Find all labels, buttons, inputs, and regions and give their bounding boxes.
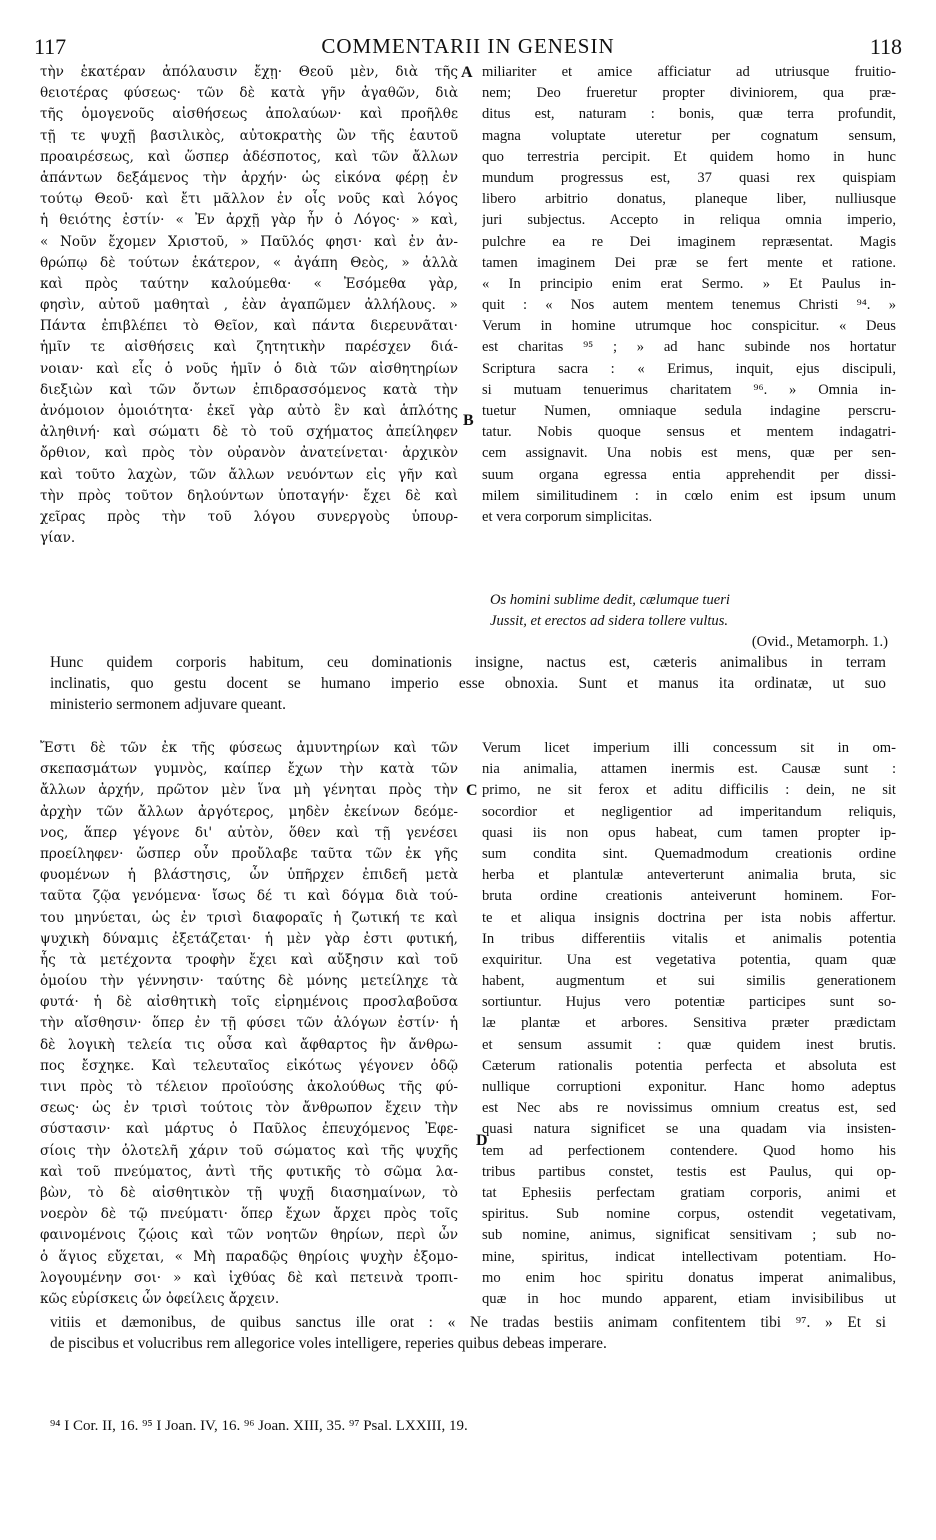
- text-line: mo enim hoc spiritu donatus imperat animalibus,: [482, 1269, 896, 1286]
- text-line: προαιρέσεως, καὶ ὥσπερ ἀδέσποτος, καὶ τῶν ἄλλων: [40, 148, 458, 165]
- margin-mark-c: C: [466, 782, 478, 799]
- text-line: inclinatis, quo gestu docent se humano imperio esse obnoxia. Sunt et manus ita ordinatæ, ut suo: [50, 675, 886, 693]
- text-line: τῇ τε ψυχῇ βασιλικὸς, αὐτοκρατὴς ὢν τῆς ἑαυτοῦ: [40, 127, 458, 144]
- full-width-paragraph-1: [50, 652, 886, 716]
- text-line: quasi iis non opus habeat, cum tamen propter ip-: [482, 824, 896, 841]
- text-line: ἄλλων ἀρχήν, πρῶτον μὲν ἵνα μὴ γένηται πρὸς τὴν: [40, 782, 458, 799]
- text-line: herba et plantulæ anteverterunt animalia bruta, sic: [482, 867, 896, 884]
- text-line: προείληφεν· ὥσπερ οὖν προὔλαβε ταῦτα τῶν ἐκ γῆς: [40, 845, 458, 862]
- text-line: est Nec abs re novissimus omnium creatus est, sed: [482, 1100, 896, 1117]
- text-line: χεῖρας πρὸς τὴν τοῦ λόγου συνεργοὺς ὑπουρ-: [40, 508, 458, 525]
- text-line: sortiuntur. Hujus vero potentiæ participes sunt so-: [482, 994, 896, 1011]
- text-line: ἡμῖν τε αἰσθήσεις καὶ ζητητικὴν παρέσχεν διά-: [40, 339, 458, 356]
- text-line: et vera corporum simplicitas.: [482, 508, 653, 525]
- text-line: nullique corruptioni exponitur. Hanc homo adeptus: [482, 1079, 896, 1095]
- text-line: πος ἔσχηκε. Καὶ τελευταῖος εἰκότως γέγονεν ὁδῷ: [40, 1057, 458, 1074]
- text-line: φησὶν, αὐτοῦ μαθηταὶ , ἐὰν ἀγαπῶμεν ἀλλήλους. »: [40, 297, 458, 314]
- text-line: σεως· ὡς ἐν τρισὶ τούτοις τὸν ἄνθρωπον ἔχειν τὴν: [40, 1100, 458, 1117]
- text-line: φαινομένοις ζῴοις καὶ τῶν νοητῶν θηρίων, περὶ ὧν: [40, 1227, 458, 1244]
- text-line: ψυχικὴ δύναμις ἐξετάζεται· ἡ μὲν γὰρ ἐστι φυτική,: [40, 930, 458, 947]
- text-line: τινι πρὸς τὸ τέλειον προϊούσης ἀκολούθως τῆς φύ-: [40, 1079, 458, 1095]
- text-line: vitiis et dæmonibus, de quibus sanctus ille orat : « Ne tradas bestiis animam confitentem tibi ⁹⁷. » Et si: [50, 1314, 886, 1331]
- latin-column-section1: [482, 62, 896, 528]
- poem-source: (Ovid., Metamorph. 1.): [751, 634, 888, 651]
- text-line: sum condita sint. Quemadmodum creationis ordine: [482, 845, 896, 862]
- text-line: Ἔστι δὲ τῶν ἐκ τῆς φύσεως ἀμυντηρίων καὶ τῶν: [40, 740, 458, 756]
- text-line: Verum licet imperium illi concessum sit in om-: [482, 740, 896, 756]
- text-line: nem; Deo frueretur propter diviniorem, qua præ-: [482, 85, 896, 102]
- text-line: διεξιὼν καὶ τῶν ὄντων ἐπιδρασσόμενος κατὰ τὴν: [40, 381, 458, 398]
- text-line: mundum progressus est, 37 quasi rex quispiam: [482, 169, 896, 186]
- text-line: tatur. Nobis quoque sensus et mentem indagatri-: [482, 424, 896, 441]
- text-line: tribus partibus constet, testis est Paulus, qui op-: [482, 1163, 896, 1180]
- text-line: ὁμοίου τὴν γέννησιν· ταύτης δὲ μόνης μετείληχε τὰ: [40, 973, 458, 990]
- text-line: ministerio sermonem adjuvare queant.: [50, 696, 286, 714]
- text-line: tat Ephesiis perfectam gratiam corporis, animi et: [482, 1184, 896, 1201]
- text-line: de piscibus et volucribus rem allegorice voles intelligere, reperies quibus debeas imperare.: [50, 1335, 607, 1353]
- text-line: σίοις τὴν ὁλοτελῆ χάριν τοῦ σώματος καὶ τῆς ψυχῆς: [40, 1142, 458, 1159]
- greek-column-section1: [40, 62, 458, 549]
- poem-line: Os homini sublime dedit, cælumque tueri: [490, 592, 730, 608]
- text-line: primo, ne sit ferox et aditu difficilis : dein, ne sit: [482, 782, 896, 799]
- text-line: ditus est, naturam : bonis, quæ terra profundit,: [482, 106, 896, 123]
- page-number-left: 117: [34, 34, 67, 59]
- text-line: quo terrestria percipit. Et quidem homo in hunc: [482, 148, 896, 165]
- text-line: cem assignavit. Una nobis est mens, quæ per sen-: [482, 445, 896, 462]
- full-width-paragraph-2: [50, 1312, 886, 1354]
- text-line: τούτῳ Θεοῦ· καὶ ἔτι μᾶλλον ἐν οἷς νοῦς καὶ λόγος: [40, 191, 458, 208]
- text-line: τῆς ὁμογενοῦς αἰσθήσεως ἀπολαύων· καὶ προῆλθε: [40, 106, 458, 123]
- text-line: κῶς εὑρίσκεις ὧν ὀφείλεις ἄρχειν.: [40, 1290, 280, 1307]
- running-title: COMMENTARII IN GENESIN: [321, 34, 615, 58]
- text-line: τὴν ἑκατέραν ἀπόλαυσιν ἔχῃ· Θεοῦ μὲν, διὰ τῆς: [40, 64, 458, 80]
- page-number-right: 118: [869, 34, 902, 59]
- text-line: νος, ἅπερ γέγονε δι' αὐτὸν, ὅθεν καὶ τῇ γενέσει: [40, 824, 458, 841]
- text-line: Verum in homine utrumque hoc conspicitur. « Deus: [482, 318, 896, 335]
- text-line: sub nomine, animus, significat sensitivam ; sub no-: [482, 1227, 896, 1244]
- text-line: « Νοῦν ἔχομεν Χριστοῦ, » Παῦλός φησι· καὶ ἐν ἀν-: [40, 233, 458, 250]
- text-line: ἡ θειότης ἐστίν· « Ἐν ἀρχῇ γὰρ ἦν ὁ Λόγος· » καὶ,: [40, 212, 458, 229]
- text-line: « In principio enim erat Sermo. » Et Paulus in-: [482, 275, 896, 292]
- poem-block: [482, 590, 896, 654]
- text-line: ἀληθινή· καὶ σώματι δὲ τὸ τοῦ σχήματος ἀπείληφεν: [40, 424, 458, 441]
- text-line: juri subjectus. Accepto in reliqua omnia imperio,: [482, 212, 896, 229]
- text-line: milem similitudinem : in cœlo enim est ipsum unum: [482, 487, 896, 504]
- text-line: ὁ ἅγιος εὔχεται, « Μὴ παραδῷς θηρίοις ψυχὴν ἐξομο-: [40, 1248, 458, 1265]
- footnotes: ⁹⁴ I Cor. II, 16. ⁹⁵ I Joan. IV, 16. ⁹⁶ Joan. XIII, 35. ⁹⁷ Psal. LXXIII, 19.: [50, 1418, 468, 1434]
- text-line: mine, spiritus, indicat intellectivam potentiam. Ho-: [482, 1248, 896, 1265]
- text-line: νοερὸν δὲ τῷ πνεύματι· ὅπερ ἔχων ἄρχει πρὸς τοῖς: [40, 1206, 458, 1223]
- text-line: tuetur Numen, omniaque sedula indagine perscru-: [482, 403, 896, 419]
- text-line: quæ in hoc mundo apparent, etiam invisibilibus ut: [482, 1290, 896, 1307]
- text-line: bruta ordine creationis anteiverunt hominem. For-: [482, 888, 896, 905]
- margin-mark-a: A: [461, 64, 473, 81]
- text-line: si mutuam tenuerimus charitatem ⁹⁶. » Omnia in-: [482, 381, 896, 398]
- text-line: Hunc quidem corporis habitum, ceu dominationis insigne, nactus est, cæteris animalibus in terram: [50, 654, 886, 671]
- text-line: læ plantæ et arbores. Sensitiva præter prædictam: [482, 1015, 896, 1032]
- text-line: et sensum assumit : quæ quidem inest brutis.: [482, 1036, 896, 1053]
- text-line: θειοτέρας φύσεως· τῶν δὲ κατὰ γῆν ἀγαθῶν, διὰ: [40, 85, 458, 102]
- text-line: est charitas ⁹⁵ ; » ad hanc subinde nos hortatur: [482, 339, 896, 356]
- text-line: ἀνόμοιον ὁμοιότητα· ἐκεῖ γὰρ αὐτὸ ἓν καὶ ἁπλότης: [40, 403, 458, 419]
- text-line: Cæterum rationalis potentia perfecta et absoluta est: [482, 1057, 896, 1074]
- greek-column-section2: [40, 738, 458, 1310]
- text-line: σύστασιν· καὶ μάρτυς ὁ Παῦλος ἐπευχόμενος Ἐφε-: [40, 1121, 458, 1138]
- text-line: νοιαν· καὶ εἷς ὁ νοῦς ἡμῖν ὁ διὰ τῶν αἰσθητηρίων: [40, 360, 458, 377]
- text-line: ἀρχὴν τῶν ἄλλων ἀργότερος, μηδὲν ἐκείνων δεόμε-: [40, 803, 458, 820]
- text-line: δὲ λογικὴ τελεία τις οὖσα καὶ ἄφθαρτος ἣν ἄνθρω-: [40, 1036, 458, 1053]
- text-line: magna voluptate uteretur per cognatum sensum,: [482, 127, 896, 144]
- margin-mark-b: B: [463, 412, 474, 429]
- text-line: libero arbitrio donatus, planeque liber, nulliusque: [482, 191, 896, 208]
- text-line: τὴν πρὸς τοῦτον δηλούντων ὑποταγήν· ἔχει δὲ καὶ: [40, 487, 458, 504]
- text-line: miliariter et amice afficiatur ad utriusque fruitio-: [482, 64, 896, 80]
- text-line: socordior et negligentior ad imperitandum reliquis,: [482, 803, 896, 820]
- text-line: του μηνύεται, ὡς ἐν τρισὶ διαφοραῖς ἡ ζωτική τε καὶ: [40, 909, 458, 926]
- text-line: quit : « Nos autem mentem tenemus Christi ⁹⁴. »: [482, 297, 896, 314]
- text-line: τὴν αἴσθησιν· ὅπερ ἐν τῇ φύσει τῶν ἀλόγων ἐστίν· ἡ: [40, 1015, 458, 1032]
- text-line: Scriptura sacra : « Erimus, inquit, ejus discipuli,: [482, 360, 896, 377]
- text-line: βὼν, τὸ δὲ αἰσθητικὸν τῇ ψυχῇ διασημαίνων, τὸ: [40, 1184, 458, 1201]
- text-line: ὄρθιον, καὶ πρὸς τὸν οὐρανὸν ἀνατείνεται· ἀρχικὸν: [40, 445, 458, 462]
- text-line: Πάντα ἐπιβλέπει τὸ Θεῖον, καὶ πάντα διερευνᾶται·: [40, 318, 458, 335]
- text-line: καὶ τοῦ πνεύματος, ἀντὶ τῆς φυτικῆς τὸ σῶμα λα-: [40, 1163, 458, 1180]
- text-line: spiritus. Sub nomine corpus, ostendit vegetativam,: [482, 1206, 896, 1223]
- text-line: In tribus differentiis vitalis et animalis potentia: [482, 930, 896, 947]
- text-line: ταῦτα ζῷα γενόμενα· ἴσως δέ τι καὶ δόγμα διὰ τού-: [40, 888, 458, 905]
- text-line: te et aliqua insignis doctrina per ista nobis affertur.: [482, 909, 896, 926]
- text-line: habent, augmentum et sui similis generationem: [482, 973, 896, 990]
- text-line: pulchre ea re Dei imaginem repræsentat. Magis: [482, 233, 896, 250]
- text-line: γίαν.: [40, 530, 76, 547]
- text-line: tem ad perfectionem contendere. Quod homo his: [482, 1142, 896, 1159]
- text-line: θρώπῳ δὲ τούτων ἑκάτερον, « ἀγάπη Θεὸς, » ἀλλὰ: [40, 254, 458, 271]
- latin-column-section2: [482, 738, 896, 1310]
- text-line: ἧς τὰ μετέχοντα τροφὴν ἔχει καὶ αὔξησιν καὶ τοῦ: [40, 951, 458, 968]
- text-line: φυομένων ἡ βλάστησις, ὧν ὑπῆρχεν ἐπιδεῆ μετὰ: [40, 867, 458, 884]
- text-line: λογουμένην σοι· » καὶ ἰχθύας δὲ καὶ πετεινὰ τροπι-: [40, 1269, 458, 1286]
- text-line: ἁπάντων δεξάμενος τὴν ἀρχήν· ὡς εἰκόνα φέρῃ ἐν: [40, 169, 458, 186]
- text-line: φυτά· ἡ δὲ αἰσθητικὴ τοῖς εἰρημένοις προσλαβοῦσα: [40, 994, 458, 1011]
- text-line: καὶ πρὸς ταύτην καλούμεθα· « Ἐσόμεθα γὰρ,: [40, 275, 458, 292]
- text-line: tamen imaginem Dei præ se fert mente et ratione.: [482, 254, 896, 271]
- text-line: σκεπασμάτων γυμνὸς, καίπερ ἔχων τὴν κατὰ τῶν: [40, 761, 458, 778]
- text-line: nia animalia, attamen inermis est. Causæ sunt :: [482, 761, 896, 778]
- page-header: [30, 34, 906, 64]
- poem-line: Jussit, et erectos ad sidera tollere vultus.: [490, 613, 729, 630]
- margin-mark-d: D: [476, 1132, 488, 1149]
- text-line: quasi natura significet se una quadam via insisten-: [482, 1121, 896, 1138]
- text-line: suum organa egressa entia apprehendit per dissi-: [482, 466, 896, 483]
- text-line: exquiritur. Una est vegetativa potentia, quam quæ: [482, 951, 896, 968]
- text-line: καὶ τοῦτο λαχὼν, τῶν ἄλλων νευόντων εἰς γῆν καὶ: [40, 466, 458, 483]
